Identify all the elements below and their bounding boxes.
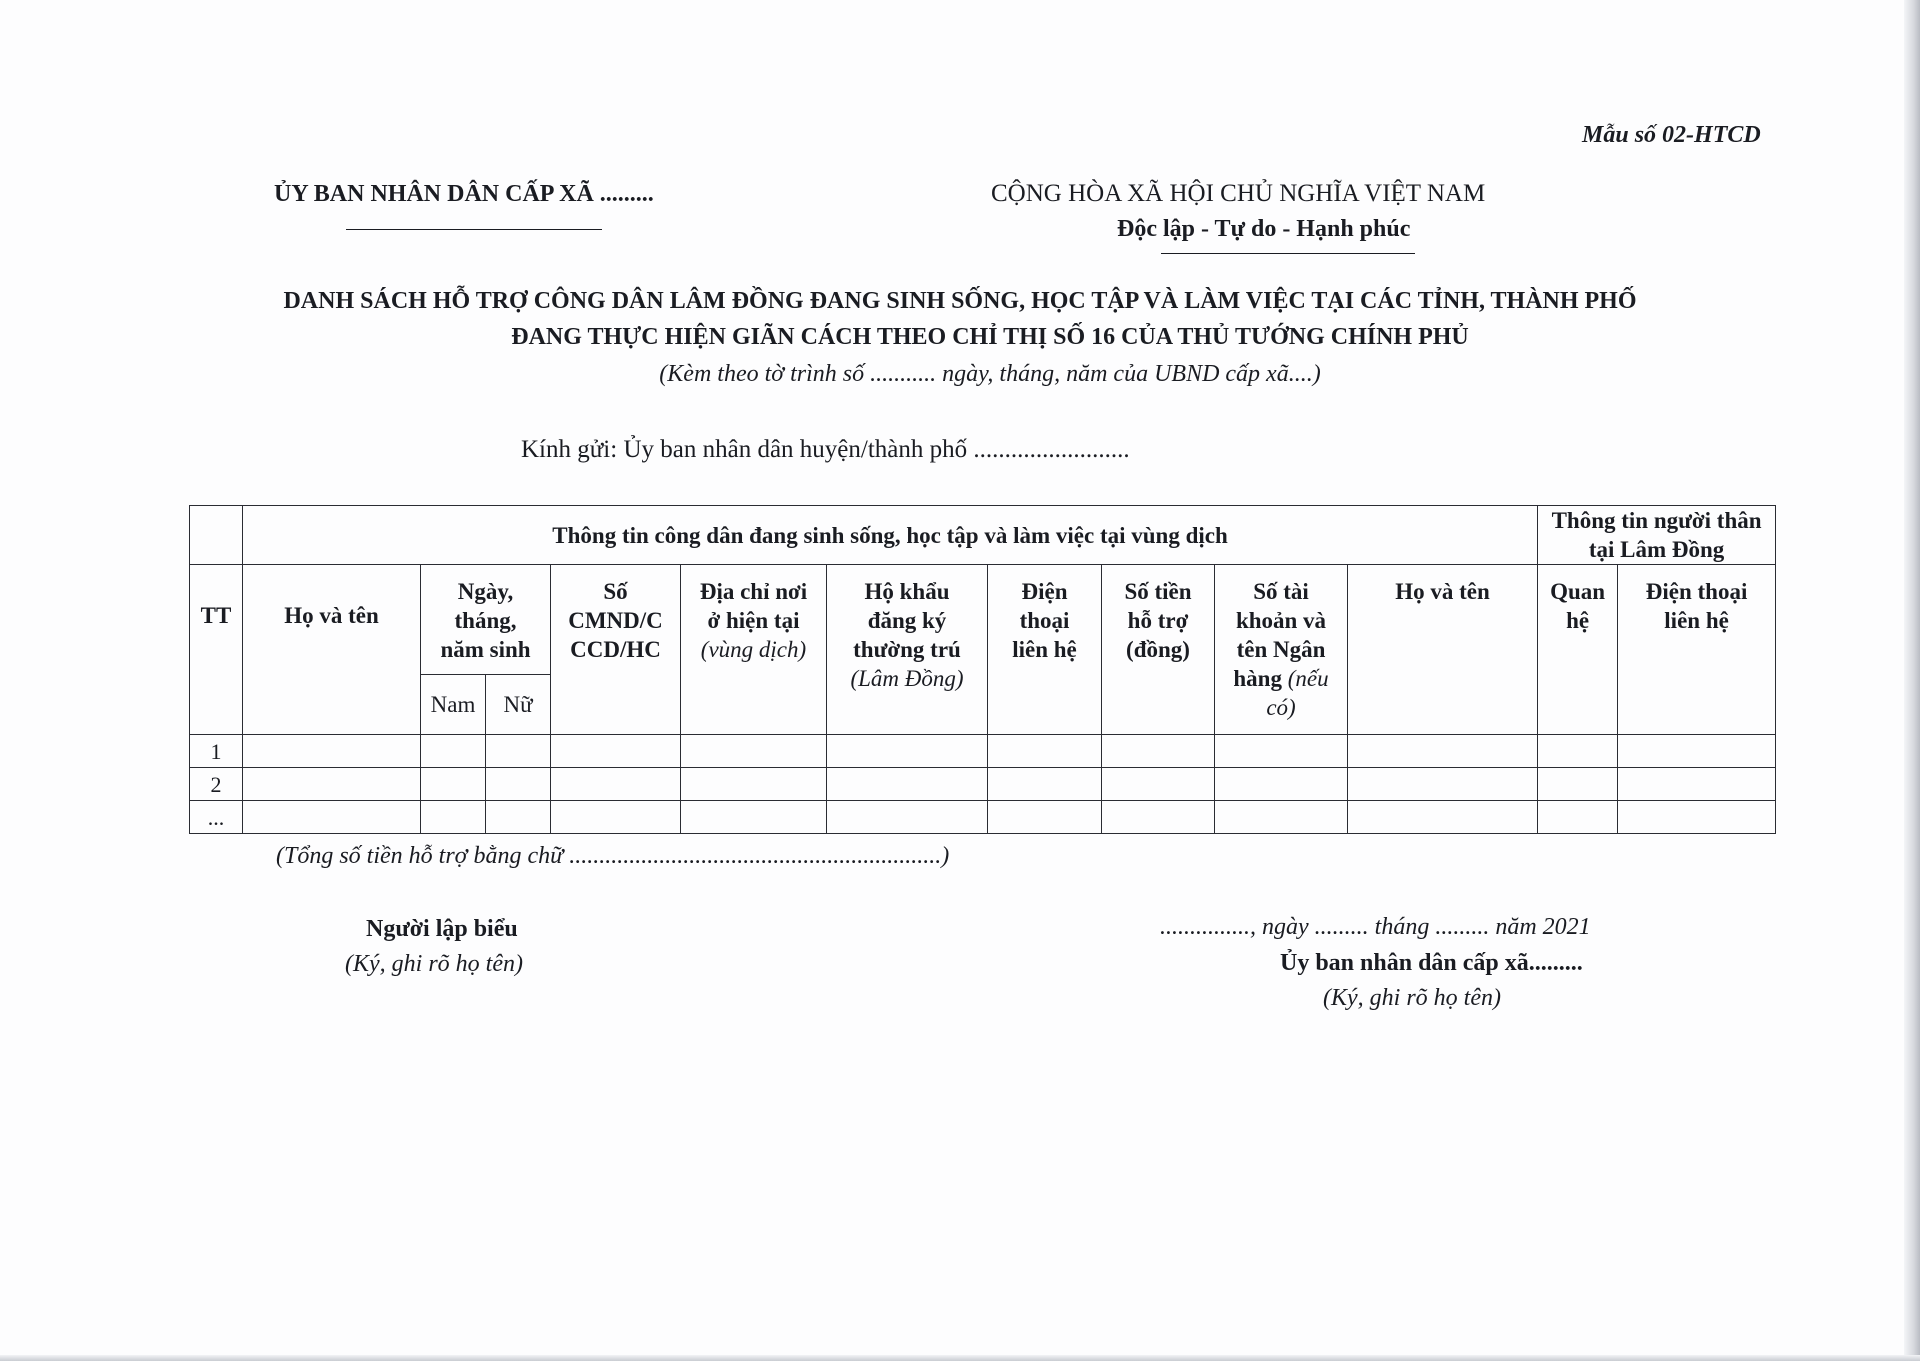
addr-line1: Địa chỉ nơi <box>699 579 808 604</box>
form-number: Mẫu số 02-HTCD <box>1582 122 1761 148</box>
cell[interactable] <box>827 768 988 801</box>
cell[interactable] <box>827 801 988 834</box>
support-list-table <box>189 505 1776 834</box>
country-name: CỘNG HÒA XÃ HỘI CHỦ NGHĨA VIỆT NAM <box>991 180 1486 207</box>
group-header-citizen-info: Thông tin công dân đang sinh sống, học tập và làm việc tại vùng dịch <box>243 506 1538 565</box>
dob-line2: tháng, <box>454 608 517 633</box>
household-line2: đăng ký <box>867 608 947 633</box>
cell[interactable] <box>988 735 1102 768</box>
national-motto: Độc lập - Tự do - Hạnh phúc <box>1117 216 1411 242</box>
cell[interactable] <box>1215 801 1348 834</box>
cell[interactable] <box>551 735 681 768</box>
relation-line2: hệ <box>1566 608 1590 633</box>
col-header-household-registration <box>827 565 988 735</box>
col-header-current-address <box>681 565 827 735</box>
authority-signature-note: (Ký, ghi rõ họ tên) <box>1323 985 1501 1011</box>
cell[interactable] <box>681 768 827 801</box>
document-subtitle: (Kèm theo tờ trình số ........... ngày, tháng, năm của UBND cấp xã....) <box>659 361 1321 387</box>
id-line3: CCD/HC <box>570 637 661 662</box>
cell[interactable] <box>1538 735 1618 768</box>
table-row <box>190 801 1776 834</box>
preparer-signature-note: (Ký, ghi rõ họ tên) <box>345 951 523 977</box>
col-header-relative-phone <box>1618 565 1776 735</box>
cell[interactable] <box>1348 768 1538 801</box>
col-header-bank-account <box>1215 565 1348 735</box>
group-header-relative-info: Thông tin người thân tại Lâm Đồng <box>1538 506 1776 565</box>
col-header-phone <box>988 565 1102 735</box>
cell[interactable] <box>1102 735 1215 768</box>
amount-line2: hỗ trợ <box>1127 608 1189 633</box>
bank-note-b: có) <box>1266 695 1296 720</box>
amount-line1: Số tiền <box>1124 579 1192 604</box>
table-row <box>190 735 1776 768</box>
page-edge-shadow <box>1904 0 1920 1361</box>
cell[interactable] <box>1538 801 1618 834</box>
bank-line2: khoản và <box>1235 608 1327 633</box>
issuer-underline <box>346 229 602 230</box>
cell[interactable] <box>1215 735 1348 768</box>
cell[interactable] <box>988 768 1102 801</box>
page-bottom-edge <box>0 1355 1920 1361</box>
cell[interactable] <box>681 801 827 834</box>
issuer-name: ỦY BAN NHÂN DÂN CẤP XÃ ......... <box>274 181 654 207</box>
col-header-relationship <box>1538 565 1618 735</box>
cell[interactable] <box>486 768 551 801</box>
row-number: ... <box>190 801 243 834</box>
rel-phone-line1: Điện thoại <box>1645 579 1748 604</box>
addr-line3: (vùng dịch) <box>700 637 807 662</box>
bank-line4-label: hàng <box>1233 666 1282 691</box>
col-header-female: Nữ <box>486 675 551 735</box>
cell[interactable] <box>486 801 551 834</box>
cell[interactable] <box>1618 801 1776 834</box>
col-header-relative-name: Họ và tên <box>1348 565 1538 735</box>
col-header-support-amount <box>1102 565 1215 735</box>
signing-date-line: ..............., ngày ......... tháng ......... năm 2021 <box>1160 914 1591 940</box>
id-line2: CMND/C <box>568 608 663 633</box>
col-header-full-name: Họ và tên <box>243 565 421 735</box>
col-header-male: Nam <box>421 675 486 735</box>
cell[interactable] <box>421 768 486 801</box>
motto-underline <box>1161 253 1415 254</box>
total-amount-in-words: (Tổng số tiền hỗ trợ bằng chữ ..............................................................) <box>276 843 950 869</box>
cell[interactable] <box>1348 801 1538 834</box>
row-number: 2 <box>190 768 243 801</box>
cell[interactable] <box>551 768 681 801</box>
household-line1: Hộ khẩu <box>864 579 950 604</box>
addr-line2: ở hiện tại <box>707 608 800 633</box>
cell[interactable] <box>827 735 988 768</box>
document-title-line1: DANH SÁCH HỖ TRỢ CÔNG DÂN LÂM ĐỒNG ĐANG SINH SỐNG, HỌC TẬP VÀ LÀM VIỆC TẠI CÁC TỈNH, THÀNH PHỐ <box>283 288 1637 314</box>
cell[interactable] <box>1618 735 1776 768</box>
bank-line4 <box>1215 664 1347 693</box>
table-row <box>190 768 1776 801</box>
cell[interactable] <box>1618 768 1776 801</box>
bank-line1: Số tài <box>1253 579 1309 604</box>
relation-line1: Quan <box>1550 579 1606 604</box>
col-header-id-number <box>551 565 681 735</box>
cell[interactable] <box>421 801 486 834</box>
cell[interactable] <box>421 735 486 768</box>
cell[interactable] <box>486 735 551 768</box>
cell[interactable] <box>1102 768 1215 801</box>
cell[interactable] <box>551 801 681 834</box>
col-header-date-of-birth <box>421 565 551 675</box>
phone-line3: liên hệ <box>1012 637 1077 662</box>
bank-line3: tên Ngân <box>1236 637 1326 662</box>
id-line1: Số <box>603 579 628 604</box>
bank-note-a: (nếu <box>1287 666 1329 691</box>
household-line3: thường trú <box>853 637 961 662</box>
preparer-title: Người lập biểu <box>366 916 518 942</box>
authority-title: Ủy ban nhân dân cấp xã......... <box>1280 950 1583 976</box>
dob-line3: năm sinh <box>440 637 531 662</box>
phone-line1: Điện <box>1021 579 1068 604</box>
household-line4: (Lâm Đồng) <box>850 666 964 691</box>
amount-line3: (đồng) <box>1126 637 1190 662</box>
cell[interactable] <box>988 801 1102 834</box>
cell[interactable] <box>243 801 421 834</box>
cell[interactable] <box>1102 801 1215 834</box>
row-number: 1 <box>190 735 243 768</box>
cell[interactable] <box>681 735 827 768</box>
col-header-tt: TT <box>190 565 243 735</box>
cell[interactable] <box>1348 735 1538 768</box>
rel-phone-line2: liên hệ <box>1664 608 1729 633</box>
document-title-line2: ĐANG THỰC HIỆN GIÃN CÁCH THEO CHỈ THỊ SỐ 16 CỦA THỦ TƯỚNG CHÍNH PHỦ <box>511 324 1469 350</box>
cell[interactable] <box>1215 768 1348 801</box>
phone-line2: thoại <box>1019 608 1070 633</box>
cell[interactable] <box>1538 768 1618 801</box>
corner-cell <box>190 506 243 565</box>
cell[interactable] <box>243 768 421 801</box>
dob-line1: Ngày, <box>457 579 514 604</box>
cell[interactable] <box>243 735 421 768</box>
recipient-line: Kính gửi: Ủy ban nhân dân huyện/thành phố ......................... <box>521 436 1130 463</box>
